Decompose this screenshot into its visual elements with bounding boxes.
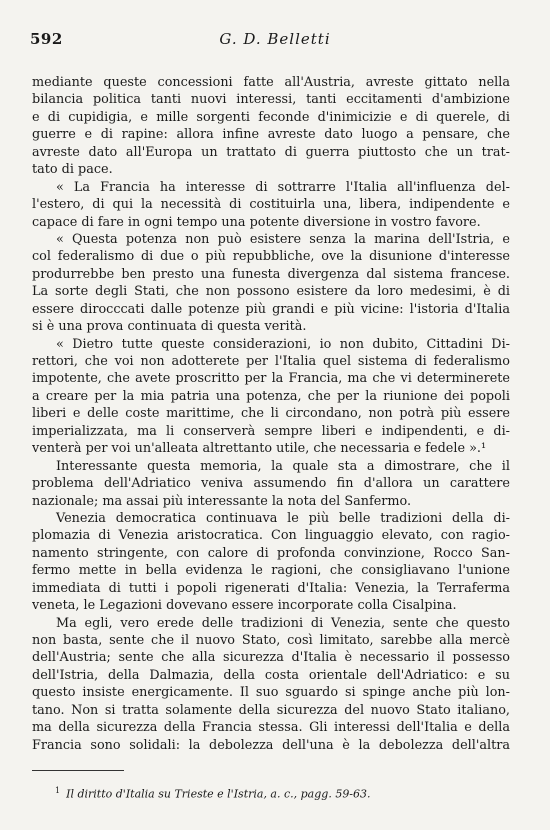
footnote-text: Il diritto d'Italia su Trieste e l'Istria, a. c., pagg. 59-63. (66, 787, 371, 801)
text-line: namento stringente, con calore di profonda convinzione, Rocco San- (32, 545, 510, 561)
text-line: impotente, che avete proscritto per la Francia, ma che vi determinerete (32, 371, 510, 387)
text-line: tato di pace. (32, 162, 113, 178)
footnote-divider (32, 770, 124, 771)
text-line: guerre e di rapine: allora infine avreste dato luogo a pensare, che (32, 127, 510, 143)
text-line: non basta, sente che il nuovo Stato, così limitato, sarebbe alla mercè (32, 633, 510, 648)
text-line: avreste dato all'Europa un trattato di guerra piuttosto che un trat- (32, 144, 510, 160)
footnote-marker: 1 (55, 786, 61, 795)
text-line: imperializzata, ma li conserverà sempre liberi e indipendenti, e di- (32, 423, 510, 439)
text-line: nazionale; ma assai più interessante la nota del Sanfermo. (32, 493, 412, 509)
text-line: ma della sicurezza della Francia stessa. Gli interessi dell'Italia e della (32, 720, 510, 736)
text-line: tano. Non si tratta solamente della sicurezza del nuovo Stato italiano, (32, 702, 510, 718)
text-line: problema dell'Adriatico veniva assumendo fin d'allora un carattere (32, 476, 510, 492)
text-line: dell'Austria; sente che alla sicurezza d'Italia è necessario il possesso (32, 650, 510, 666)
text-line: Interessante questa memoria, la quale sta a dimostrare, che il (56, 458, 510, 474)
text-line: La sorte degli Stati, che non possono esistere da loro medesimi, è di (32, 284, 510, 300)
text-line: bilancia politica tanti nuovi interessi, tanti eccitamenti d'ambizione (32, 92, 510, 108)
text-line: rettori, che voi non adotterete per l'Italia quel sistema di federalismo (32, 354, 510, 369)
text-line: mediante queste concessioni fatte all'Austria, avreste gittato nella (32, 75, 510, 90)
text-line: Ma egli, vero erede delle tradizioni di Venezia, sente che questo (56, 615, 510, 631)
footnote (55, 786, 371, 801)
text-line: capace di fare in ogni tempo una potente diversione in vostro favore. (32, 214, 481, 230)
text-line: l'estero, di qui la necessità di costituirla una, libera, indipendente e (32, 197, 510, 213)
text-line: venterà per voi un'alleata altrettanto utile, che necessaria e fedele ».¹ (32, 441, 487, 457)
running-head: G. D. Belletti (219, 30, 331, 48)
text-line: « Dietro tutte queste considerazioni, io non dubito, Cittadini Di- (56, 336, 510, 352)
text-line: e di cupidigia, e mille sorgenti feconde d'inimicizie e di querele, di (32, 109, 510, 125)
text-line: liberi e delle coste marittime, che li circondano, non potrà più essere (32, 406, 510, 422)
text-line: dell'Istria, della Dalmazia, della costa orientale dell'Adriatico: e su (32, 667, 510, 683)
text-line: Francia sono solidali: la debolezza dell'una è la debolezza dell'altra (32, 737, 510, 753)
text-line: « Questa potenza non può esistere senza la marina dell'Istria, e (56, 231, 510, 247)
text-line: si è una prova continuata di questa verità. (32, 319, 307, 335)
text-line: essere dirocccati dalle potenze più grandi e più vicine: l'istoria d'Italia (32, 301, 510, 317)
text-line: Venezia democratica continuava le più belle tradizioni della di- (56, 510, 510, 526)
body-text (32, 74, 510, 754)
text-line: veneta, le Legazioni dovevano essere incorporate colla Cisalpina. (32, 598, 457, 614)
text-line: « La Francia ha interesse di sottrarre l'Italia all'influenza del- (56, 179, 510, 195)
page-number: 592 (30, 30, 63, 48)
page-header (30, 30, 520, 52)
text-line: a creare per la mia patria una potenza, che per la riunione dei popoli (32, 388, 510, 404)
text-line: questo insiste energicamente. Il suo sguardo si spinge anche più lon- (32, 685, 510, 701)
text-line: plomazia di Venezia aristocratica. Con linguaggio elevato, con ragio- (32, 528, 510, 544)
text-line: fermo mette in bella evidenza le ragioni, che consigliavano l'unione (32, 563, 510, 579)
text-line: col federalismo di due o più repubbliche, ove la disunione d'interesse (32, 249, 510, 265)
text-line: produrrebbe ben presto una funesta divergenza dal sistema francese. (32, 266, 510, 282)
text-line: immediata di tutti i popoli rigenerati d'Italia: Venezia, la Terraferma (32, 580, 510, 596)
